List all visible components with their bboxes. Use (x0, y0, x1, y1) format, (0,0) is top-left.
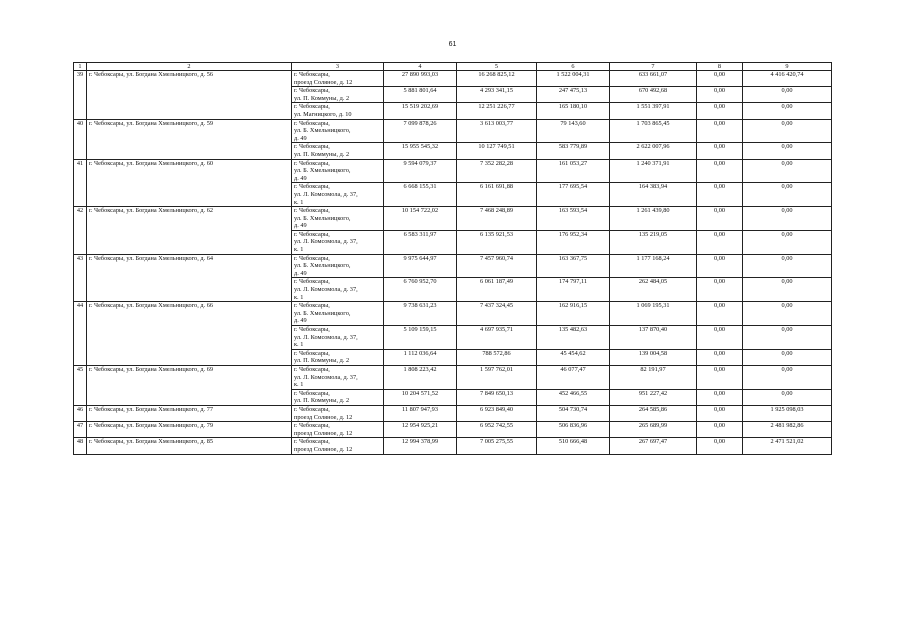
row-number: 44 (74, 302, 87, 366)
value-cell-7: 1 261 439,80 (610, 207, 697, 231)
value-cell-5: 7 352 282,28 (457, 159, 537, 183)
value-cell-8: 0,00 (697, 278, 743, 302)
value-cell-7: 1 177 168,24 (610, 254, 697, 278)
value-cell-5: 12 251 226,77 (457, 103, 537, 119)
value-cell-5: 4 697 935,71 (457, 326, 537, 350)
value-cell-9: 1 925 098,03 (743, 405, 832, 421)
source-address-line: ул. Б. Хмельницкого, (294, 309, 351, 317)
value-cell-7: 670 492,68 (610, 87, 697, 103)
source-address-line: проезд Соляное, д. 12 (294, 429, 353, 437)
source-address-line: г. Чебоксары, (294, 302, 330, 310)
value-cell-5: 7 437 324,45 (457, 302, 537, 326)
value-cell-9: 0,00 (743, 207, 832, 231)
value-cell-4: 9 975 644,97 (384, 254, 457, 278)
value-cell-9: 4 416 420,74 (743, 71, 832, 87)
value-cell-6: 174 797,11 (537, 278, 610, 302)
value-cell-8: 0,00 (697, 438, 743, 454)
value-cell-7: 164 383,94 (610, 183, 697, 207)
value-cell-9: 0,00 (743, 326, 832, 350)
value-cell-5: 7 468 248,89 (457, 207, 537, 231)
source-address (292, 87, 384, 103)
value-cell-4: 27 890 993,03 (384, 71, 457, 87)
source-address (292, 302, 384, 326)
value-cell-5: 6 135 921,53 (457, 230, 537, 254)
value-cell-5: 1 597 762,01 (457, 365, 537, 389)
value-cell-6: 452 466,55 (537, 389, 610, 405)
value-cell-7: 1 240 371,91 (610, 159, 697, 183)
value-cell-4: 9 594 079,37 (384, 159, 457, 183)
value-cell-6: 177 695,54 (537, 183, 610, 207)
value-cell-5: 4 293 341,15 (457, 87, 537, 103)
value-cell-8: 0,00 (697, 405, 743, 421)
source-address-line: проезд Соляное, д. 12 (294, 445, 353, 453)
value-cell-9: 0,00 (743, 302, 832, 326)
source-address (292, 389, 384, 405)
source-address-line: ул. П. Коммуны, д. 2 (294, 397, 350, 405)
row-number: 45 (74, 365, 87, 405)
column-header: 9 (743, 63, 832, 71)
source-address-line: г. Чебоксары, (294, 326, 330, 333)
row-number: 42 (74, 207, 87, 255)
value-cell-8: 0,00 (697, 103, 743, 119)
source-address (292, 326, 384, 350)
source-address-line: ул. Л. Комсомола, д. 37, (294, 373, 358, 381)
source-address (292, 103, 384, 119)
value-cell-5: 7 457 960,74 (457, 254, 537, 278)
value-cell-5: 16 268 825,12 (457, 71, 537, 87)
source-address (292, 230, 384, 254)
column-header: 2 (87, 63, 292, 71)
source-address-line: д. 49 (294, 174, 307, 182)
row-number: 46 (74, 405, 87, 421)
row-address: г. Чебоксары, ул. Богдана Хмельницкого, д. 56 (87, 71, 292, 120)
source-address-line: г. Чебоксары, (294, 143, 330, 151)
value-cell-4: 10 154 722,02 (384, 207, 457, 231)
source-address-line: ул. Б. Хмельницкого, (294, 214, 351, 222)
source-address-line: ул. Б. Хмельницкого, (294, 127, 351, 135)
column-header: 8 (697, 63, 743, 71)
row-address: г. Чебоксары, ул. Богдана Хмельницкого, д. 69 (87, 365, 292, 405)
value-cell-9: 0,00 (743, 119, 832, 143)
value-cell-9: 0,00 (743, 143, 832, 159)
value-cell-9: 0,00 (743, 103, 832, 119)
source-address-line: д. 49 (294, 134, 307, 142)
value-cell-6: 162 916,15 (537, 302, 610, 326)
source-address (292, 422, 384, 438)
value-cell-7: 135 219,05 (610, 230, 697, 254)
value-cell-4: 6 583 311,97 (384, 230, 457, 254)
source-address-line: ул. П. Коммуны, д. 2 (294, 357, 350, 365)
value-cell-4: 7 099 878,26 (384, 119, 457, 143)
value-cell-8: 0,00 (697, 143, 743, 159)
value-cell-9: 0,00 (743, 349, 832, 365)
value-cell-6: 176 952,34 (537, 230, 610, 254)
value-cell-7: 1 703 865,45 (610, 119, 697, 143)
value-cell-5: 6 061 187,49 (457, 278, 537, 302)
value-cell-6: 165 180,10 (537, 103, 610, 119)
value-cell-8: 0,00 (697, 207, 743, 231)
value-cell-6: 583 779,89 (537, 143, 610, 159)
value-cell-4: 1 112 036,64 (384, 349, 457, 365)
source-address-line: ул. Л. Комсомола, д. 37, (294, 190, 358, 198)
row-number: 40 (74, 119, 87, 159)
table-row (74, 438, 832, 454)
value-cell-6: 79 143,60 (537, 119, 610, 143)
source-address-line: к. 1 (294, 198, 304, 206)
row-number: 48 (74, 438, 87, 454)
value-cell-5: 788 572,86 (457, 349, 537, 365)
value-cell-9: 0,00 (743, 365, 832, 389)
value-cell-6: 45 454,62 (537, 349, 610, 365)
value-cell-9: 0,00 (743, 87, 832, 103)
row-number: 39 (74, 71, 87, 120)
source-address-line: ул. П. Коммуны, д. 2 (294, 150, 350, 158)
value-cell-7: 951 227,42 (610, 389, 697, 405)
value-cell-8: 0,00 (697, 71, 743, 87)
source-address-line: проезд Соляное, д. 12 (294, 78, 353, 86)
value-cell-6: 504 730,74 (537, 405, 610, 421)
row-address: г. Чебоксары, ул. Богдана Хмельницкого, д. 62 (87, 207, 292, 255)
column-header: 5 (457, 63, 537, 71)
value-cell-6: 161 053,27 (537, 159, 610, 183)
value-cell-9: 2 481 982,86 (743, 422, 832, 438)
value-cell-6: 163 593,54 (537, 207, 610, 231)
source-address-line: г. Чебоксары, (294, 207, 330, 215)
value-cell-9: 0,00 (743, 254, 832, 278)
table-row (74, 119, 832, 143)
source-address-line: г. Чебоксары, (294, 71, 330, 78)
table-row (74, 254, 832, 278)
column-header: 4 (384, 63, 457, 71)
source-address-line: к. 1 (294, 341, 304, 349)
source-address-line: г. Чебоксары, (294, 405, 330, 413)
source-address-line: г. Чебоксары, (294, 438, 330, 446)
value-cell-4: 11 807 947,93 (384, 405, 457, 421)
source-address-line: к. 1 (294, 381, 304, 389)
value-cell-5: 7 849 650,13 (457, 389, 537, 405)
value-cell-9: 0,00 (743, 159, 832, 183)
source-address (292, 254, 384, 278)
source-address (292, 119, 384, 143)
table-row (74, 422, 832, 438)
value-cell-5: 6 952 742,55 (457, 422, 537, 438)
value-cell-8: 0,00 (697, 302, 743, 326)
source-address-line: д. 49 (294, 317, 307, 325)
source-address (292, 71, 384, 87)
source-address-line: к. 1 (294, 293, 304, 301)
row-address: г. Чебоксары, ул. Богдана Хмельницкого, д. 64 (87, 254, 292, 302)
source-address-line: ул. П. Коммуны, д. 2 (294, 94, 350, 102)
source-address-line: проезд Соляное, д. 12 (294, 413, 353, 421)
column-header: 1 (74, 63, 87, 71)
value-cell-8: 0,00 (697, 87, 743, 103)
value-cell-9: 0,00 (743, 389, 832, 405)
value-cell-9: 2 471 521,02 (743, 438, 832, 454)
source-address (292, 159, 384, 183)
value-cell-9: 0,00 (743, 230, 832, 254)
source-address-line: ул. Л. Комсомола, д. 37, (294, 238, 358, 246)
source-address-line: г. Чебоксары, (294, 278, 330, 286)
table-row (74, 302, 832, 326)
value-cell-8: 0,00 (697, 254, 743, 278)
value-cell-5: 3 613 003,77 (457, 119, 537, 143)
value-cell-4: 12 994 378,99 (384, 438, 457, 454)
source-address-line: г. Чебоксары, (294, 159, 330, 167)
source-address-line: г. Чебоксары, (294, 87, 330, 95)
value-cell-4: 6 668 155,31 (384, 183, 457, 207)
value-cell-7: 139 004,58 (610, 349, 697, 365)
column-header: 3 (292, 63, 384, 71)
source-address-line: ул. Магницкого, д. 10 (294, 110, 352, 118)
value-cell-9: 0,00 (743, 183, 832, 207)
row-number: 47 (74, 422, 87, 438)
value-cell-7: 137 870,40 (610, 326, 697, 350)
row-address: г. Чебоксары, ул. Богдана Хмельницкого, д. 85 (87, 438, 292, 454)
value-cell-8: 0,00 (697, 389, 743, 405)
source-address-line: ул. Л. Комсомола, д. 37, (294, 286, 358, 294)
row-number: 43 (74, 254, 87, 302)
value-cell-7: 1 069 195,31 (610, 302, 697, 326)
value-cell-9: 0,00 (743, 278, 832, 302)
value-cell-4: 15 519 202,69 (384, 103, 457, 119)
source-address-line: г. Чебоксары, (294, 103, 330, 111)
table-row (74, 207, 832, 231)
value-cell-4: 9 738 631,23 (384, 302, 457, 326)
source-address-line: г. Чебоксары, (294, 183, 330, 191)
value-cell-8: 0,00 (697, 119, 743, 143)
row-address: г. Чебоксары, ул. Богдана Хмельницкого, д. 66 (87, 302, 292, 366)
column-header: 7 (610, 63, 697, 71)
value-cell-5: 6 161 691,88 (457, 183, 537, 207)
source-address-line: г. Чебоксары, (294, 389, 330, 397)
source-address (292, 207, 384, 231)
value-cell-8: 0,00 (697, 230, 743, 254)
value-cell-8: 0,00 (697, 365, 743, 389)
page-number: 61 (448, 41, 457, 48)
column-header: 6 (537, 63, 610, 71)
source-address-line: ул. Л. Комсомола, д. 37, (294, 333, 358, 341)
value-cell-7: 264 585,86 (610, 405, 697, 421)
value-cell-7: 633 661,07 (610, 71, 697, 87)
value-cell-6: 247 475,13 (537, 87, 610, 103)
value-cell-8: 0,00 (697, 326, 743, 350)
value-cell-6: 46 077,47 (537, 365, 610, 389)
row-address: г. Чебоксары, ул. Богдана Хмельницкого, д. 59 (87, 119, 292, 159)
row-number: 41 (74, 159, 87, 207)
value-cell-6: 510 666,48 (537, 438, 610, 454)
value-cell-4: 5 881 801,64 (384, 87, 457, 103)
value-cell-4: 5 109 159,15 (384, 326, 457, 350)
source-address (292, 143, 384, 159)
table-row (74, 405, 832, 421)
value-cell-8: 0,00 (697, 159, 743, 183)
value-cell-5: 7 005 275,55 (457, 438, 537, 454)
value-cell-8: 0,00 (697, 349, 743, 365)
source-address-line: г. Чебоксары, (294, 119, 330, 127)
source-address (292, 278, 384, 302)
value-cell-7: 265 689,99 (610, 422, 697, 438)
source-address-line: д. 49 (294, 222, 307, 230)
value-cell-7: 82 191,97 (610, 365, 697, 389)
table-row (74, 365, 832, 389)
source-address (292, 438, 384, 454)
value-cell-4: 12 954 925,21 (384, 422, 457, 438)
source-address-line: г. Чебоксары, (294, 365, 330, 373)
source-address-line: ул. Б. Хмельницкого, (294, 167, 351, 175)
source-address-line: г. Чебоксары, (294, 349, 330, 357)
table-row (74, 159, 832, 183)
value-cell-6: 135 482,63 (537, 326, 610, 350)
value-cell-7: 267 697,47 (610, 438, 697, 454)
value-cell-7: 1 551 397,91 (610, 103, 697, 119)
value-cell-8: 0,00 (697, 183, 743, 207)
source-address-line: д. 49 (294, 269, 307, 277)
value-cell-5: 10 127 749,51 (457, 143, 537, 159)
value-cell-7: 262 484,05 (610, 278, 697, 302)
value-cell-4: 6 760 952,70 (384, 278, 457, 302)
value-cell-8: 0,00 (697, 422, 743, 438)
source-address (292, 405, 384, 421)
source-address-line: к. 1 (294, 246, 304, 254)
row-address: г. Чебоксары, ул. Богдана Хмельницкого, д. 77 (87, 405, 292, 421)
source-address (292, 183, 384, 207)
row-address: г. Чебоксары, ул. Богдана Хмельницкого, д. 79 (87, 422, 292, 438)
data-table (73, 62, 832, 455)
source-address-line: г. Чебоксары, (294, 422, 330, 430)
source-address (292, 349, 384, 365)
source-address-line: ул. Б. Хмельницкого, (294, 262, 351, 270)
source-address (292, 365, 384, 389)
value-cell-5: 6 923 849,40 (457, 405, 537, 421)
value-cell-6: 1 522 004,31 (537, 71, 610, 87)
value-cell-6: 163 367,75 (537, 254, 610, 278)
value-cell-4: 10 204 571,52 (384, 389, 457, 405)
header-row (74, 63, 832, 71)
value-cell-4: 15 955 545,32 (384, 143, 457, 159)
value-cell-7: 2 622 007,96 (610, 143, 697, 159)
table-row (74, 71, 832, 87)
value-cell-4: 1 808 223,42 (384, 365, 457, 389)
row-address: г. Чебоксары, ул. Богдана Хмельницкого, д. 60 (87, 159, 292, 207)
source-address-line: г. Чебоксары, (294, 254, 330, 262)
source-address-line: г. Чебоксары, (294, 230, 330, 238)
value-cell-6: 506 836,96 (537, 422, 610, 438)
